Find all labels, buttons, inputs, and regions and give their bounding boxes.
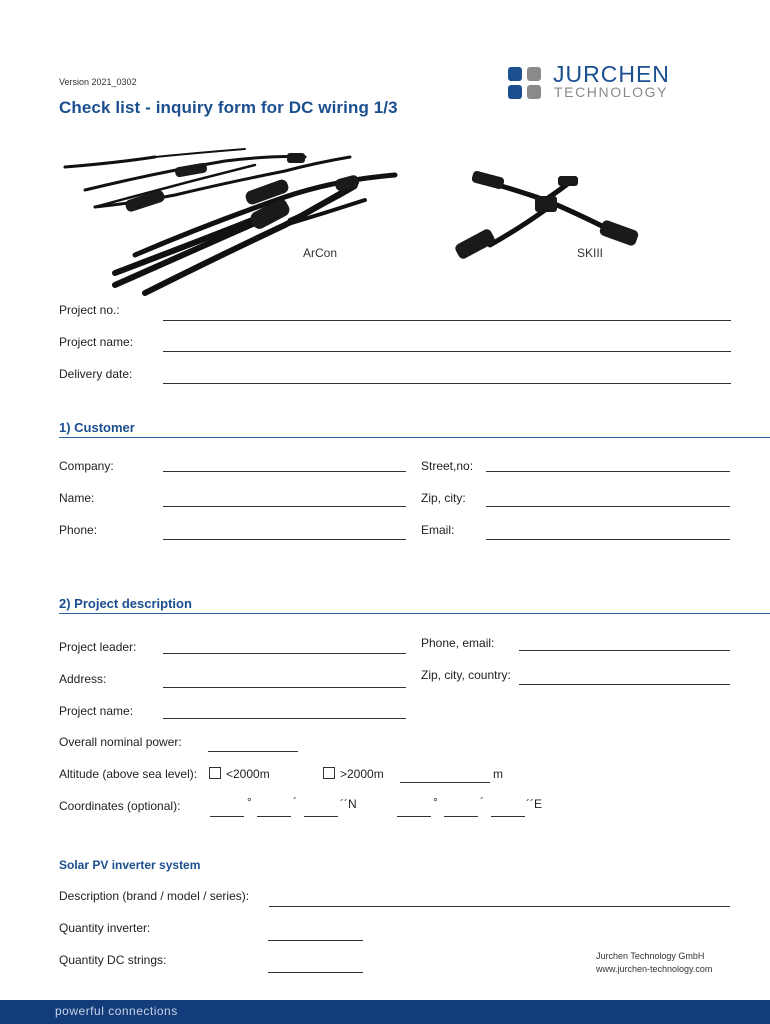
checkbox-icon[interactable] [209,767,221,779]
footer-bar [0,1000,770,1024]
company-name: Jurchen Technology GmbH [596,951,705,961]
company-field[interactable] [163,471,406,472]
nominal-power-label: Overall nominal power: [59,735,182,749]
zip-city-country-label: Zip, city, country: [421,668,511,682]
phone-field[interactable] [163,539,406,540]
altitude-label: Altitude (above sea level): [59,767,198,781]
lat-seconds-n-symbol: ´´N [340,797,357,811]
zip-city-label: Zip, city: [421,491,466,505]
delivery-date-field[interactable] [163,383,731,384]
lat-degree-symbol: ° [247,795,252,809]
version-label: Version 2021_0302 [59,77,137,87]
address-field[interactable] [163,687,406,688]
section-divider [59,437,770,438]
skiii-cable-image [450,170,670,260]
coordinates-label: Coordinates (optional): [59,799,181,813]
customer-name-label: Name: [59,491,95,505]
delivery-date-label: Delivery date: [59,367,133,381]
project-name-field[interactable] [163,351,731,352]
logo-square-3 [508,85,522,99]
street-field[interactable] [486,471,730,472]
lon-degree-symbol: ° [433,795,438,809]
logo-word-technology: TECHNOLOGY [554,84,669,100]
logo-square-1 [508,67,522,81]
inverter-description-label: Description (brand / model / series): [59,889,250,903]
project-no-label: Project no.: [59,303,120,317]
caption-arcon: ArCon [303,246,338,260]
footer-tagline: powerful connections [55,1004,178,1018]
zip-city-field[interactable] [486,506,730,507]
company-info [596,950,712,976]
lon-seconds-field[interactable] [491,816,525,817]
lon-minutes-field[interactable] [444,816,478,817]
page-title: Check list - inquiry form for DC wiring 1/3 [59,98,398,117]
checkbox-icon[interactable] [323,767,335,779]
logo-square-2 [527,67,541,81]
altitude-unit: m [493,767,503,781]
quantity-dc-strings-field[interactable] [268,972,363,973]
caption-skiii: SKIII [577,246,604,260]
lat-seconds-field[interactable] [304,816,338,817]
phone-email-field[interactable] [519,650,730,651]
altitude-below-2000-option[interactable] [209,767,270,781]
quantity-inverter-field[interactable] [268,940,363,941]
nominal-power-field[interactable] [208,751,298,752]
email-field[interactable] [486,539,730,540]
project-no-field[interactable] [163,320,731,321]
company-website: www.jurchen-technology.com [596,964,713,974]
customer-name-field[interactable] [163,506,406,507]
logo-word-jurchen: JURCHEN [553,61,670,87]
phone-label: Phone: [59,523,98,537]
lon-seconds-e-symbol: ´´E [526,797,542,811]
section-customer-heading: 1) Customer [59,420,135,435]
arcon-cable-image [55,145,415,305]
company-label: Company: [59,459,114,473]
project-leader-label: Project leader: [59,640,137,654]
section-divider [59,613,770,614]
lat-degrees-field[interactable] [210,816,244,817]
logo-square-4 [527,85,541,99]
email-label: Email: [421,523,455,537]
street-label: Street,no: [421,459,474,473]
lon-minute-symbol: ´ [480,795,484,809]
phone-email-label: Phone, email: [421,636,495,650]
inverter-description-field[interactable] [269,906,730,907]
zip-city-country-field[interactable] [519,684,730,685]
altitude-above-2000-text: >2000m [340,767,384,781]
project-name-2-label: Project name: [59,704,134,718]
project-name-2-field[interactable] [163,718,406,719]
project-leader-field[interactable] [163,653,406,654]
company-logo [508,61,708,104]
section-project-description-heading: 2) Project description [59,596,192,611]
quantity-dc-strings-label: Quantity DC strings: [59,953,167,967]
address-label: Address: [59,672,107,686]
quantity-inverter-label: Quantity inverter: [59,921,151,935]
lat-minute-symbol: ´ [293,795,297,809]
altitude-below-2000-text: <2000m [226,767,270,781]
project-name-label: Project name: [59,335,134,349]
lat-minutes-field[interactable] [257,816,291,817]
lon-degrees-field[interactable] [397,816,431,817]
altitude-value-field[interactable] [400,782,490,783]
altitude-above-2000-option[interactable] [323,767,384,781]
inverter-heading: Solar PV inverter system [59,858,201,872]
